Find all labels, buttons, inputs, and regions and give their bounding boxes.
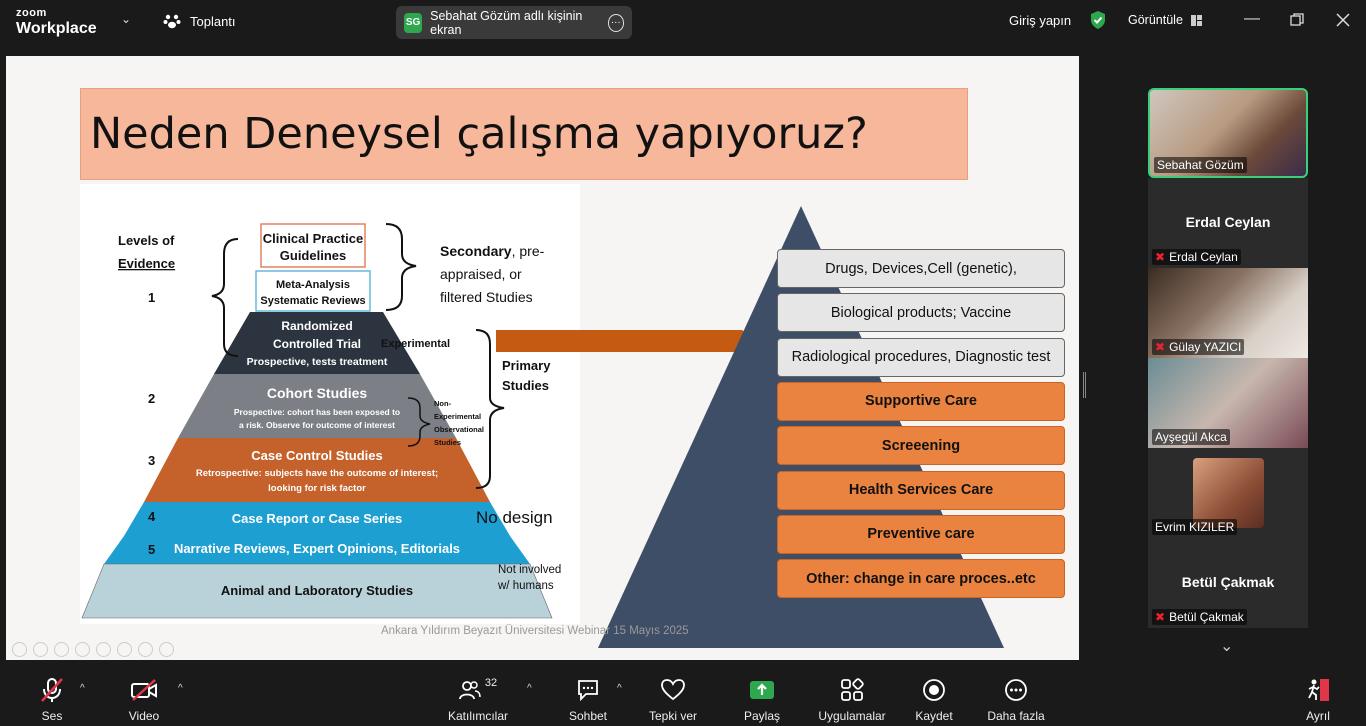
nonexp-line-2: Experimental — [434, 412, 482, 421]
level-number: 1 — [148, 290, 156, 305]
camera-icon[interactable] — [138, 642, 153, 657]
guidelines-line-2: Guidelines — [279, 248, 347, 263]
chevron-down-icon[interactable]: ⌄ — [1220, 638, 1234, 655]
participant-name: Evrim KIZILER — [1155, 520, 1235, 534]
chat-button[interactable] — [566, 677, 610, 723]
participant-name: Gülay YAZICI — [1169, 340, 1242, 354]
apps-button[interactable] — [818, 677, 886, 723]
view-button[interactable] — [1128, 13, 1202, 27]
video-label: Video — [128, 709, 160, 723]
primary-line-2: Studies — [502, 378, 549, 393]
share-banner-text: Sebahat Gözüm adlı kişinin ekran — [430, 8, 583, 37]
prev-slide-icon[interactable] — [12, 642, 27, 657]
secondary-line-2: appraised, or — [440, 266, 522, 282]
case-report-label: Case Report or Case Series — [231, 511, 403, 526]
meeting-toolbar — [0, 669, 1366, 726]
chevron-up-icon[interactable]: ^ — [80, 683, 85, 694]
participant-name-tag — [1152, 609, 1247, 625]
level-number: 3 — [148, 453, 156, 468]
meta-line-2: Systematic Reviews — [260, 295, 366, 307]
view-label: Görüntüle — [1128, 13, 1183, 27]
cohort-line-2: Prospective: cohort has been exposed to — [233, 407, 401, 417]
nonexp-line-4: Studies — [434, 438, 462, 447]
participant-tile[interactable] — [1148, 448, 1308, 538]
screen-share-banner[interactable] — [396, 6, 632, 39]
participant-name-tag — [1152, 249, 1241, 265]
nonexp-line-1: Non- — [434, 399, 452, 408]
mic-muted-icon — [39, 677, 65, 703]
meeting-label: Toplantı — [190, 13, 236, 29]
record-button[interactable] — [912, 677, 956, 723]
logo-top: zoom — [16, 7, 47, 19]
chat-label: Sohbet — [568, 709, 608, 723]
mic-muted-icon: ✖ — [1155, 610, 1166, 624]
participant-tile[interactable] — [1148, 268, 1308, 358]
slide-footer: Ankara Yıldırım Beyazıt Üniversitesi Webinar 15 Mayıs 2025 — [381, 625, 689, 637]
avatar — [1193, 458, 1264, 528]
no-design-label: No design — [476, 508, 553, 527]
case-control-line-1: Case Control Studies — [251, 448, 383, 463]
primary-line-1: Primary — [502, 358, 551, 373]
gallery-resize-handle[interactable] — [1083, 372, 1086, 398]
participant-tile[interactable] — [1148, 178, 1308, 268]
participant-name: Erdal Ceylan — [1169, 250, 1238, 264]
minimize-icon[interactable]: — — [1244, 10, 1260, 27]
record-icon — [922, 678, 946, 702]
secondary-word: Secondary — [440, 243, 512, 259]
animal-label: Animal and Laboratory Studies — [220, 583, 414, 598]
more-label: Daha fazla — [987, 709, 1045, 723]
care-type-box: Supportive Care — [777, 382, 1065, 421]
levels-title-2: Evidence — [118, 256, 176, 271]
participant-tile[interactable] — [1148, 538, 1308, 628]
care-type-box: Drugs, Devices,Cell (genetic), — [777, 249, 1065, 288]
care-type-box: Other: change in care proces..etc — [777, 559, 1065, 598]
level-number: 4 — [148, 509, 156, 524]
chevron-down-icon[interactable]: ⌄ — [121, 12, 132, 26]
chevron-up-icon[interactable]: ^ — [617, 683, 622, 694]
paw-icon — [163, 13, 181, 29]
level-number: 5 — [148, 542, 156, 557]
participant-name-large: Erdal Ceylan — [1185, 214, 1271, 230]
pen-icon[interactable] — [54, 642, 69, 657]
participant-name-tag — [1152, 339, 1244, 355]
apps-icon — [840, 678, 864, 702]
heart-icon — [661, 679, 685, 701]
participant-name: Ayşegül Akca — [1155, 430, 1227, 444]
grid-view-icon — [1191, 15, 1202, 26]
mic-muted-icon: ✖ — [1155, 250, 1166, 264]
participant-name-large: Betül Çakmak — [1181, 574, 1275, 590]
more-icon[interactable] — [159, 642, 174, 657]
record-label: Kaydet — [915, 709, 953, 723]
more-button[interactable] — [985, 677, 1047, 723]
cohort-line-1: Cohort Studies — [266, 385, 368, 401]
participants-icon — [459, 680, 481, 700]
share-label: Paylaş — [743, 709, 781, 723]
secondary-line-3: filtered Studies — [440, 289, 533, 305]
secondary-line-1 — [440, 243, 545, 259]
slides-icon[interactable] — [75, 642, 90, 657]
mic-muted-icon: ✖ — [1155, 340, 1166, 354]
rct-line-1: Randomized — [281, 319, 353, 333]
zoom-icon[interactable] — [96, 642, 111, 657]
chat-icon — [576, 679, 600, 701]
participant-tile[interactable] — [1148, 358, 1308, 448]
react-label: Tepki ver — [648, 709, 698, 723]
participant-name: Sebahat Gözüm — [1157, 158, 1244, 172]
levels-title-1: Levels of — [118, 233, 175, 248]
leave-button[interactable] — [1300, 677, 1336, 723]
apps-label: Uygulamalar — [818, 709, 886, 723]
care-type-box: Preventive care — [777, 515, 1065, 554]
shared-screen — [6, 56, 1079, 660]
participants-button[interactable] — [446, 677, 510, 723]
meeting-menu[interactable] — [163, 13, 236, 29]
participant-name-tag — [1152, 519, 1237, 535]
share-screen-icon — [749, 679, 775, 701]
experimental-label: Experimental — [381, 338, 451, 350]
rct-line-2: Controlled Trial — [272, 337, 362, 351]
audio-button[interactable] — [30, 677, 74, 723]
audio-label: Ses — [41, 709, 63, 723]
nonexp-line-3: Observational — [434, 425, 485, 434]
slide-controls — [12, 642, 174, 657]
more-options-icon[interactable]: ··· — [608, 14, 625, 32]
chevron-up-icon[interactable]: ^ — [527, 683, 532, 694]
security-shield-icon[interactable] — [1089, 10, 1107, 30]
narrative-label: Narrative Reviews, Expert Opinions, Editorials — [173, 541, 461, 556]
video-button[interactable] — [122, 677, 166, 723]
restore-icon[interactable] — [1290, 13, 1304, 27]
react-button[interactable] — [648, 677, 698, 723]
slide-title: Neden Deneysel çalışma yapıyoruz? — [80, 88, 968, 180]
next-slide-icon[interactable] — [33, 642, 48, 657]
care-type-box: Radiological procedures, Diagnostic test — [777, 338, 1065, 377]
zoom-logo — [16, 8, 97, 37]
care-type-box: Biological products; Vaccine — [777, 293, 1065, 332]
share-button[interactable] — [740, 677, 784, 723]
cohort-line-3: a risk. Observe for outcome of interest — [239, 420, 395, 430]
meta-line-1: Meta-Analysis — [276, 279, 350, 291]
participant-tile[interactable] — [1148, 88, 1308, 178]
logo-bottom: Workplace — [16, 20, 97, 37]
not-involved-line-2: w/ humans — [498, 580, 554, 592]
care-type-box: Screeening — [777, 426, 1065, 465]
subtitles-icon[interactable] — [117, 642, 132, 657]
guidelines-line-1: Clinical Practice — [262, 231, 364, 246]
chevron-up-icon[interactable]: ^ — [178, 683, 183, 694]
leave-icon — [1305, 678, 1331, 702]
rct-line-3: Prospective, tests treatment — [246, 356, 388, 368]
title-bar — [0, 0, 1366, 44]
camera-off-icon — [130, 679, 158, 701]
sign-in-link[interactable]: Giriş yapın — [1009, 13, 1072, 28]
participant-name: Betül Çakmak — [1169, 610, 1244, 624]
leave-label: Ayrıl — [1306, 709, 1330, 723]
close-icon[interactable] — [1336, 13, 1350, 27]
secondary-suffix: , pre- — [511, 243, 545, 259]
participants-label: Katılımcılar — [447, 709, 508, 723]
evidence-pyramid — [80, 184, 580, 624]
level-number: 2 — [148, 391, 156, 406]
more-icon — [1004, 678, 1028, 702]
participant-name-tag — [1152, 429, 1230, 445]
participant-name-tag — [1154, 157, 1247, 173]
case-control-line-2: Retrospective: subjects have the outcome of interest; — [195, 468, 439, 479]
care-type-box: Health Services Care — [777, 471, 1065, 510]
not-involved-line-1: Not involved — [498, 564, 562, 576]
case-control-line-3: looking for risk factor — [268, 483, 366, 494]
sharer-avatar: SG — [404, 13, 422, 33]
participants-count: 32 — [484, 677, 498, 689]
